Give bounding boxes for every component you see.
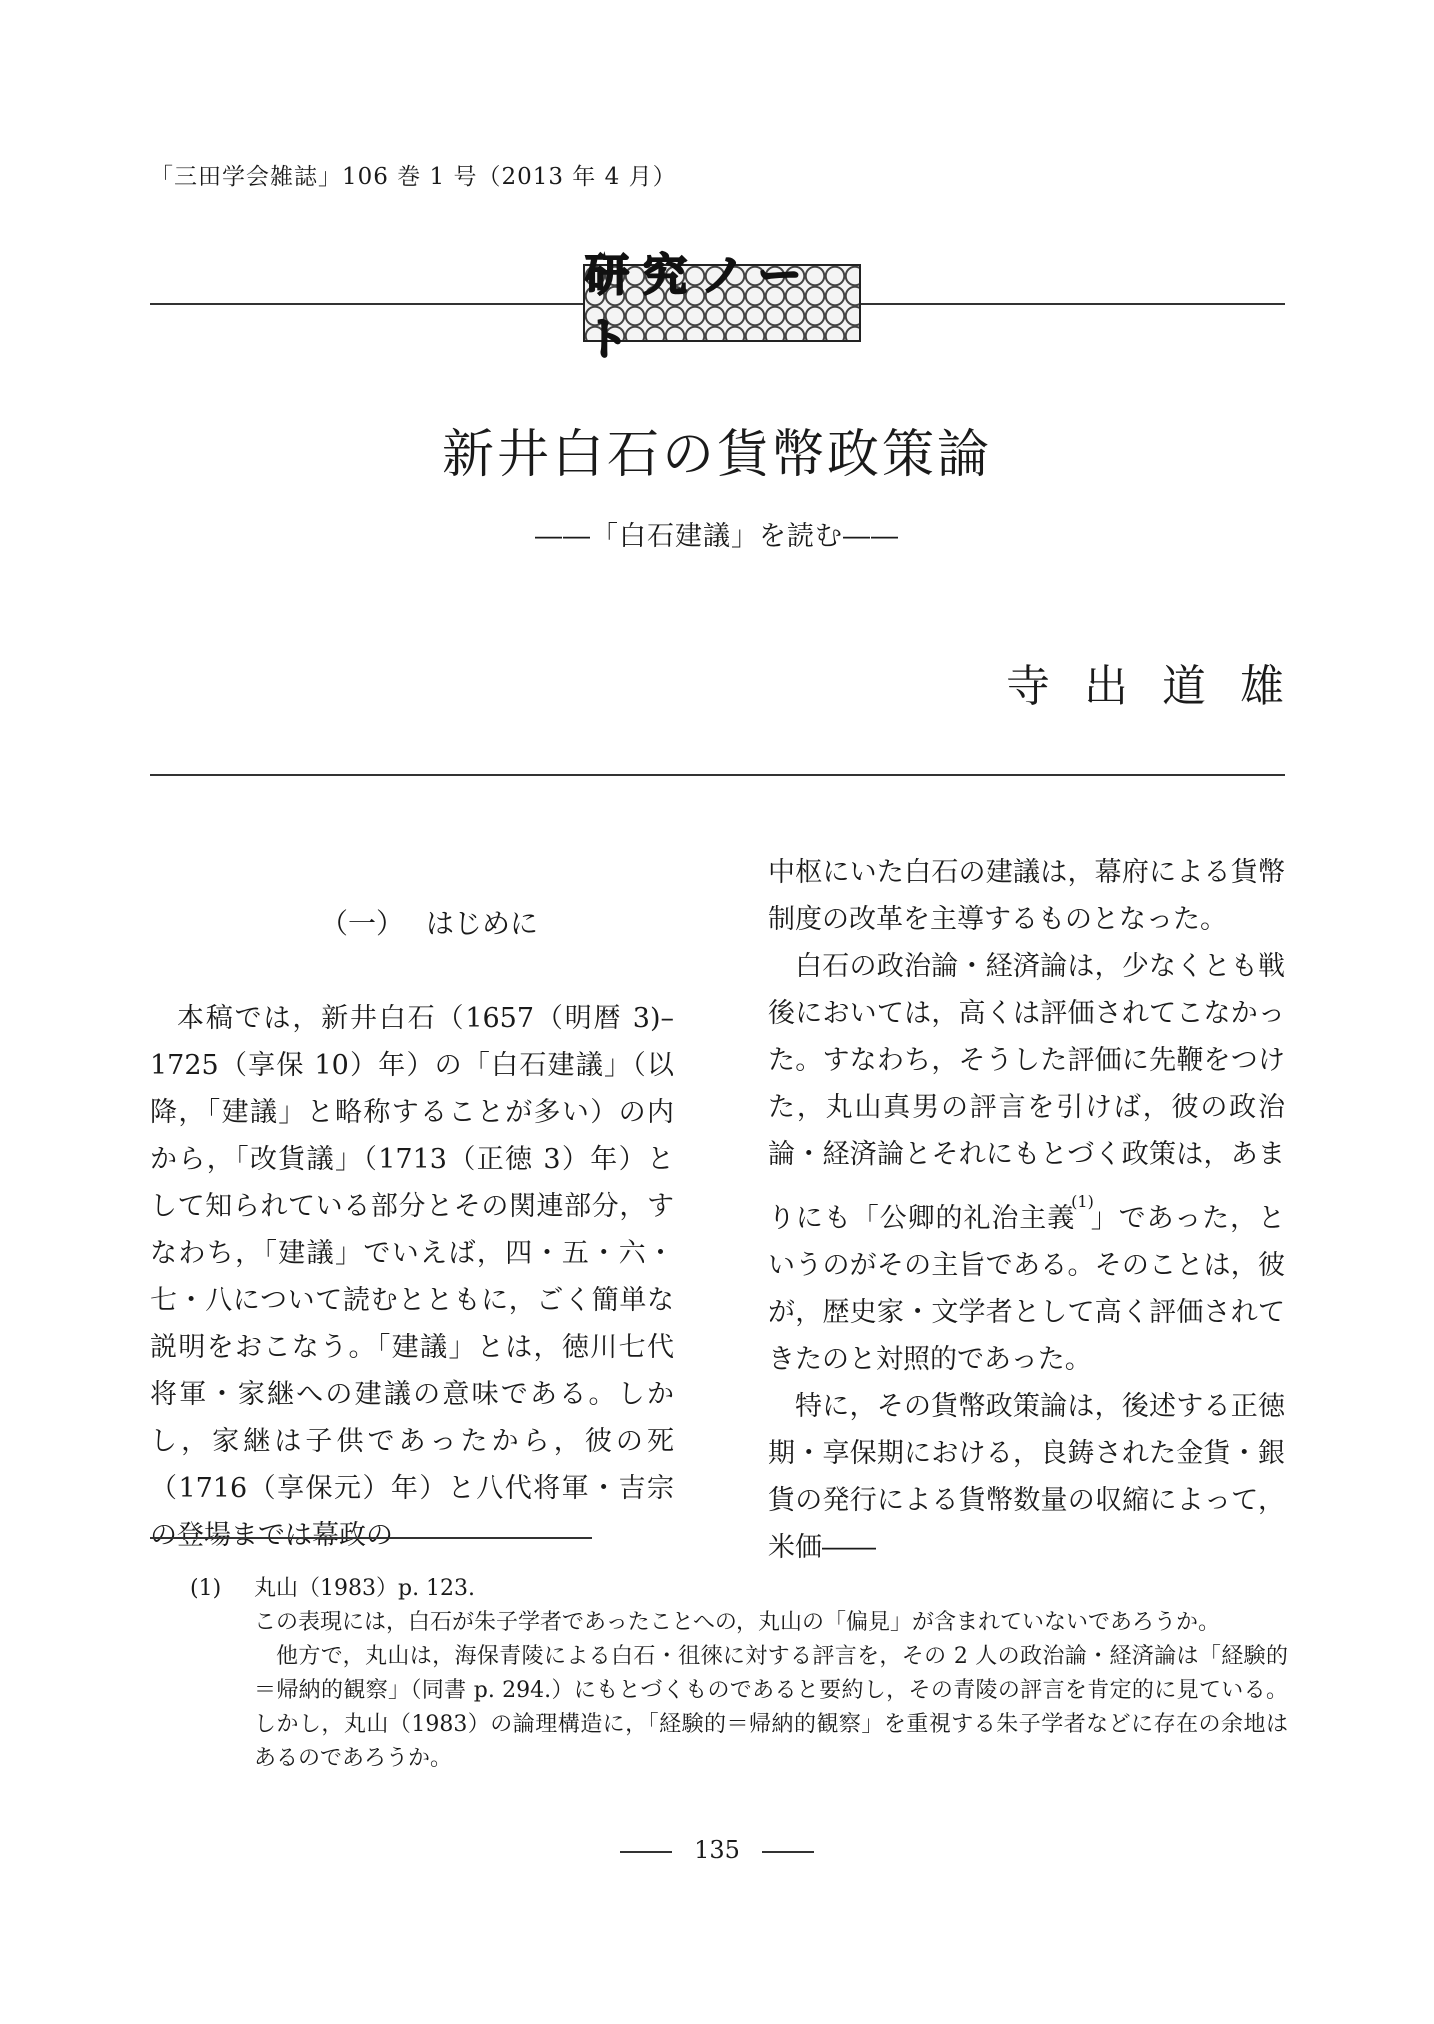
paragraph-text: 」であった，というのがその主旨である。そのことは，彼が，歴史家・文学者として高く評価されてきたのと対照的であった。 [768,1203,1285,1375]
author-name: 寺出道雄 [1006,661,1318,712]
page-dash-left [620,1851,672,1853]
journal-citation: 「三田学会雑誌」106 巻 1 号（2013 年 4 月） [150,164,677,190]
section-label-box [583,250,861,365]
page-number [0,1836,1434,1864]
left-column [150,995,674,1559]
footnote-line: この表現には，白石が朱子学者であったことへの，丸山の「偏見」が含まれていないであろうか。 [254,1610,1221,1635]
footnote-citation: 丸山（1983）p. 123. [254,1576,476,1601]
page-dash-right [762,1851,814,1853]
right-column [768,849,1285,1571]
page-number-text: 135 [694,1836,740,1864]
body-paragraph: 本稿では，新井白石（1657（明暦 3)–1725（享保 10）年）の「白石建議」（以降，「建議」と略称することが多い）の内から，「改貨議」（1713（正徳 3）年）として知られている部分とその関連部分，すなわち，「建議」でいえば，四・五・六・七・八について読むとともに，ごく簡単な説明をおこなう。「建議」とは，徳川七代将軍・家継への建議の意味である。しかし，家継は子供であったから，彼の死（1716（享保元）年）と八代将軍・吉宗の登場までは幕政の [150,1003,674,1551]
section-rule-left [150,303,583,305]
footnote-number: (1) [190,1576,222,1601]
section-heading-number: （一） [320,907,405,940]
section-heading-text: はじめに [426,907,539,940]
footnote-rule [150,1537,592,1539]
footnote-ref[interactable]: (1) [1071,1192,1094,1211]
article-subtitle: ――「白石建議」を読む―― [535,521,899,552]
section-heading [320,902,538,942]
section-rule-right [861,303,1285,305]
header-divider [150,774,1285,776]
footnote [150,1572,1288,1776]
footnote-paragraph: 他方で，丸山は，海保青陵による白石・徂徠に対する評言を，その 2 人の政治論・経済論は「経験的＝帰納的観察」（同書 p. 294.）にもとづくものであると要約し，その青陵の評言を肯定的に見ている。しかし，丸山（1983）の論理構造に，「経験的＝帰納的観察」を重視する朱子学者などに存在の余地はあるのであろうか。 [254,1644,1288,1771]
body-paragraph [768,943,1285,1383]
body-paragraph: 中枢にいた白石の建議は，幕府による貨幣制度の改革を主導するものとなった。 [768,857,1285,935]
section-label: 研究ノート [585,250,816,365]
body-paragraph: 特に，その貨幣政策論は，後述する正徳期・享保期における，良鋳された金貨・銀貨の発行による貨幣数量の収縮によって，米価―― [768,1391,1285,1563]
article-title: 新井白石の貨幣政策論 [441,425,992,485]
footnote-head [150,1572,1288,1606]
paragraph-text: 白石の政治論・経済論は，少なくとも戦後においては，高くは評価されてこなかった。すなわち，そうした評価に先鞭をつけた，丸山真男の評言を引けば，彼の政治論・経済論とそれにもとづく政策は，あまりにも「公卿的礼治主義 [768,951,1285,1234]
